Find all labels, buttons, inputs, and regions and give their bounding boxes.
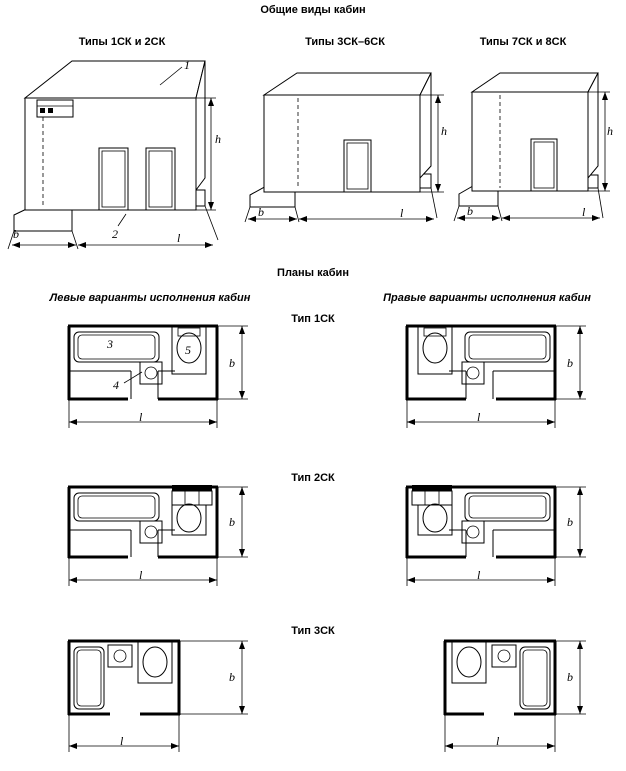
callout-1: 1: [184, 58, 190, 72]
dim-b-plan-1-right: b: [567, 356, 573, 370]
dim-l-plan-1-right: l: [477, 410, 481, 424]
dim-b-view-1: b: [13, 227, 19, 241]
dim-l-plan-2-right: l: [477, 568, 481, 582]
callout-5: 5: [185, 343, 191, 357]
general-view-caption-2: Типы 3СК–6СК: [305, 36, 385, 48]
plan-column-left-title: Левые варианты исполнения кабин: [49, 292, 251, 304]
dim-b-plan-2-left: b: [229, 515, 235, 529]
dim-b-plan-3-left: b: [229, 670, 235, 684]
top-title: Общие виды кабин: [260, 4, 366, 16]
general-view-caption-1: Типы 1СК и 2СК: [78, 36, 166, 48]
plans-title: Планы кабин: [277, 267, 349, 279]
dim-l-plan-2-left: l: [139, 568, 143, 582]
dim-h-view-1: h: [215, 132, 221, 146]
callout-4: 4: [113, 378, 119, 392]
callout-3: 3: [107, 337, 113, 351]
plan-row-caption-2: Тип 2СК: [291, 472, 335, 484]
dim-b-plan-3-right: b: [567, 670, 573, 684]
dim-l-plan-3-left: l: [120, 734, 124, 748]
dim-l-view-3: l: [582, 205, 586, 219]
callout-2: 2: [112, 227, 118, 241]
plan-row-caption-3: Тип 3СК: [291, 625, 335, 637]
dim-b-view-2: b: [258, 205, 264, 219]
dim-h-view-2: h: [441, 124, 447, 138]
general-view-caption-3: Типы 7СК и 8СК: [479, 36, 567, 48]
dim-l-plan-1-left: l: [139, 410, 143, 424]
dim-b-plan-2-right: b: [567, 515, 573, 529]
plan-row-caption-1: Тип 1СК: [291, 313, 335, 325]
dim-l-view-1: l: [177, 231, 181, 245]
dim-l-plan-3-right: l: [496, 734, 500, 748]
plan-column-right-title: Правые варианты исполнения кабин: [383, 292, 591, 304]
dim-b-plan-1-left: b: [229, 356, 235, 370]
dim-b-view-3: b: [467, 204, 473, 218]
dim-l-view-2: l: [400, 206, 404, 220]
dim-h-view-3: h: [607, 124, 613, 138]
